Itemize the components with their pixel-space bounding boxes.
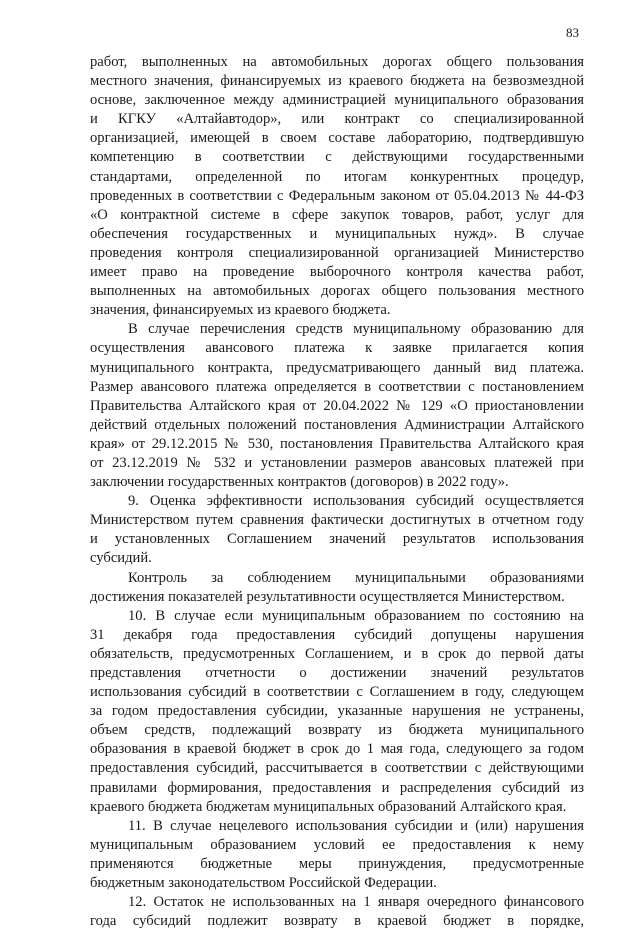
text-line: Правительства Алтайского края от 20.04.2022 № 129 «О приостановлении xyxy=(90,397,584,414)
text-line: и КГКУ «Алтайавтодор», или контракт со специализированной xyxy=(90,111,584,128)
text-line: краевого бюджета бюджетам муниципальных образований Алтайского края. xyxy=(90,798,567,815)
text-line: выполненных на автомобильных дорогах общего пользования местного xyxy=(90,283,584,300)
text-line: достижения показателей результативности осуществляется Министерством. xyxy=(90,588,565,605)
paragraph-control xyxy=(90,569,584,607)
text-line: использования субсидий в соответствии с Соглашением в году, следующем xyxy=(90,684,584,701)
text-line: «О контрактной системе в сфере закупок товаров, работ, услуг для xyxy=(90,206,584,223)
text-line: 10. В случае если муниципальным образованием по состоянию на xyxy=(128,607,584,624)
text-line: Министерством путем сравнения фактически достигнутых в отчетном году xyxy=(90,512,584,529)
text-line: применяются бюджетные меры принуждения, предусмотренные xyxy=(90,855,584,872)
text-line: Контроль за соблюдением муниципальными образованиями xyxy=(128,569,584,586)
text-line: работ, выполненных на автомобильных дорогах общего пользования xyxy=(90,54,584,70)
text-line: заключении государственных контрактов (договоров) в 2022 году». xyxy=(90,474,509,491)
document-body xyxy=(90,53,584,931)
text-line: муниципальным образованием условий ее предоставления к нему xyxy=(90,836,584,853)
text-line: обязательств, предусмотренных Соглашением, и в срок до первой даты xyxy=(90,645,584,662)
text-line: 31 декабря года предоставления субсидий допущены нарушения xyxy=(90,626,584,643)
text-line: Размер авансового платежа определяется в соответствии с постановлением xyxy=(90,378,584,395)
text-line: образования в краевой бюджет в срок до 1 мая года, следующего за годом xyxy=(90,741,584,758)
text-line: правилами формирования, предоставления и распределения субсидий из xyxy=(90,779,584,796)
text-line: от 23.12.2019 № 532 и установлении размеров авансовых платежей при xyxy=(90,454,584,471)
text-line: организацией, имеющей в своем составе лабораторию, подтвердившую xyxy=(90,130,584,147)
text-line: осуществления авансового платежа к заявке прилагается копия xyxy=(90,340,584,357)
text-line: года субсидий подлежит возврату в краевой бюджет в порядке, xyxy=(90,913,584,930)
text-line: бюджетным законодательством Российской Федерации. xyxy=(90,875,437,892)
text-line: проведенных в соответствии с Федеральным законом от 05.04.2013 № 44-ФЗ xyxy=(90,187,584,204)
text-line: стандартами, определенной по итогам конкурентных процедур, xyxy=(90,168,584,185)
text-line: проведения контроля специализированной организацией Министерство xyxy=(90,244,584,261)
text-line: местного значения, финансируемых из краевого бюджета на безвозмездной xyxy=(90,73,584,90)
text-line: субсидий. xyxy=(90,550,152,567)
paragraph-continuation xyxy=(90,53,584,320)
paragraph-item-11 xyxy=(90,817,584,893)
paragraph-item-10 xyxy=(90,607,584,817)
text-line: значения, финансируемых из краевого бюджета. xyxy=(90,302,391,319)
text-line: предоставления субсидий, рассчитывается в соответствии с действующими xyxy=(90,760,584,777)
text-line: муниципального контракта, предусматривающего данный вид платежа. xyxy=(90,359,584,376)
text-line: и установленных Соглашением значений результатов использования xyxy=(90,531,584,548)
text-line: обеспечения государственных и муниципальных нужд». В случае xyxy=(90,225,584,242)
text-line: действий отдельных положений постановления Администрации Алтайского xyxy=(90,416,584,433)
text-line: 11. В случае нецелевого использования субсидии и (или) нарушения xyxy=(128,817,584,834)
text-line: за годом предоставления субсидии, указанные нарушения не устранены, xyxy=(90,703,584,720)
paragraph-item-12 xyxy=(90,893,584,931)
text-line: объем средств, подлежащий возврату из бюджета муниципального xyxy=(90,722,584,739)
text-line: 12. Остаток не использованных на 1 января очередного финансового xyxy=(128,894,584,911)
text-line: компетенцию в соответствии с действующими государственными xyxy=(90,149,584,166)
page-number: 83 xyxy=(566,25,579,40)
paragraph-advance-payment xyxy=(90,320,584,492)
text-line: имеет право на проведение выборочного контроля качества работ, xyxy=(90,264,584,281)
text-line: края» от 29.12.2015 № 530, постановления Правительства Алтайского края xyxy=(90,435,584,452)
text-line: В случае перечисления средств муниципальному образованию для xyxy=(128,321,584,338)
paragraph-item-9 xyxy=(90,492,584,568)
text-line: основе, заключенное между администрацией муниципального образования xyxy=(90,92,584,109)
text-line: представления отчетности о достижении значений результатов xyxy=(90,665,584,681)
text-line: 9. Оценка эффективности использования субсидий осуществляется xyxy=(128,493,584,510)
